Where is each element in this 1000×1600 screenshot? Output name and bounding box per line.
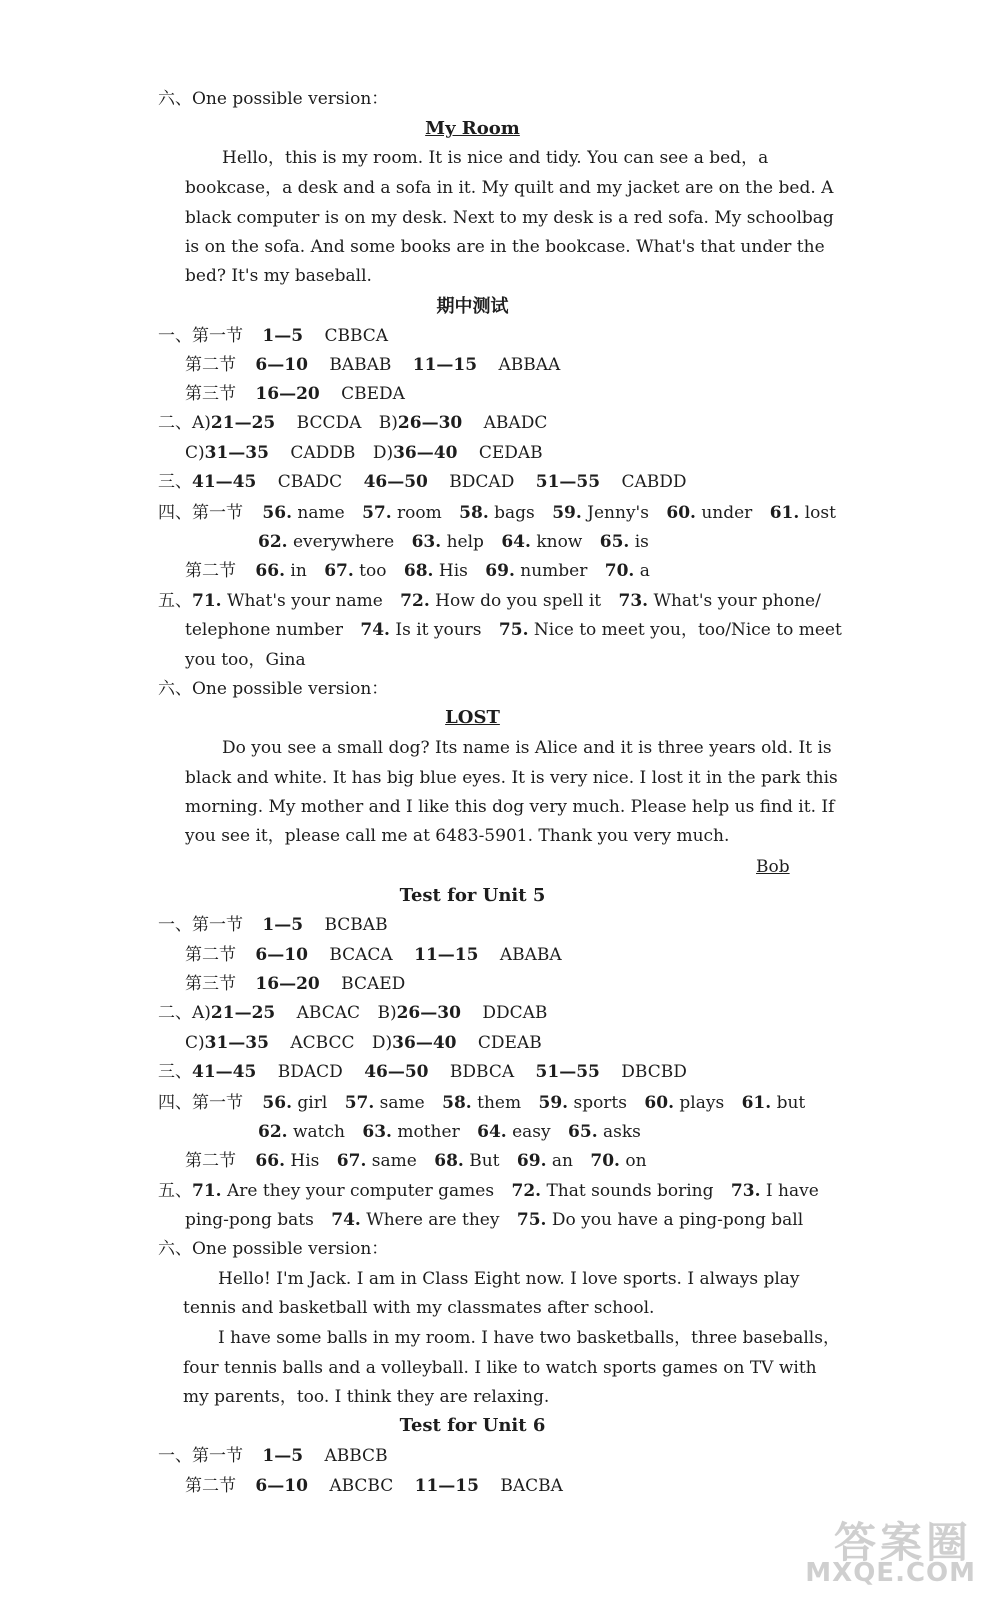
question-range: 46—50 [363,472,428,492]
essay-line: bed? It's my baseball. [185,266,372,286]
row-prefix: 二、A) [158,1003,211,1023]
row-prefix: 四、第一节 [158,1093,243,1113]
essay-line: black computer is on my desk. Next to my desk is a red sofa. My schoolbag [185,208,834,228]
answer-value: ABBCB [324,1446,388,1466]
answer-word: but [776,1093,806,1113]
question-number: 74. [331,1210,361,1230]
answer-sentence: How do you spell it [435,591,602,611]
row-prefix: C) [185,443,205,463]
answer-value: CADDB [290,443,356,463]
essay-line: you see it，please call me at 6483-5901. Thank you very much. [185,826,730,846]
question-range: 36—40 [393,443,458,463]
question-number: 59. [538,1093,569,1113]
essay-line: Hello! I'm Jack. I am in Class Eight now. I love sports. I always play [218,1269,800,1289]
answer-word: plays [679,1093,725,1113]
answer-value: CDEAB [477,1033,542,1053]
question-number: 75. [516,1210,547,1230]
question-range: 6—10 [255,355,308,375]
signature: Bob [756,857,790,877]
row-prefix: 第三节 [185,974,236,994]
question-number: 70. [604,561,635,581]
row-prefix: 三、 [158,1062,192,1082]
row-prefix: 三、 [158,472,192,492]
question-number: 56. [262,503,292,523]
answer-word: His [290,1151,320,1171]
question-number: 63. [362,1122,392,1142]
answer-word: girl [297,1093,328,1113]
row-prefix: 第二节 [185,355,236,375]
answer-word: room [397,503,442,523]
row-prefix: 五、 [158,1181,192,1201]
part-marker: D) [371,1033,393,1053]
essay-title-text: LOST [445,707,500,728]
answer-row [158,324,388,348]
answer-value: BDACD [277,1062,343,1082]
answer-row [158,1001,547,1025]
question-number: 66. [255,561,285,581]
question-number: 60. [666,503,696,523]
question-number: 68. [434,1151,464,1171]
answer-word: lost [804,503,836,523]
answer-sentence: What's your name [226,591,383,611]
question-number: 72. [400,591,430,611]
answer-row [185,618,842,642]
answer-row [158,501,836,525]
answer-sentence: ping-pong bats [185,1210,314,1230]
answer-sentence: Is it yours [395,620,482,640]
answer-value: CEDAB [478,443,543,463]
question-number: 69. [485,561,515,581]
question-number: 63. [411,532,442,552]
question-number: 65. [599,532,630,552]
watermark-logo [782,1510,982,1590]
section-title: Test for Unit 5 [399,885,546,906]
question-number: 72. [511,1181,542,1201]
answer-value: ABADC [483,413,548,433]
row-prefix: C) [185,1033,205,1053]
answer-row [185,1208,803,1232]
answer-word: Jenny's [587,503,649,523]
question-number: 67. [336,1151,367,1171]
answer-word: easy [512,1122,551,1142]
answer-row [158,1444,388,1468]
answer-value: BCCDA [296,413,362,433]
question-number: 71. [192,591,222,611]
question-range: 46—50 [364,1062,429,1082]
answer-word: help [446,532,484,552]
answer-row [185,353,560,377]
question-number: 62. [258,532,288,552]
question-number: 64. [501,532,531,552]
answer-value: ABCAC [296,1003,361,1023]
essay-line: black and white. It has big blue eyes. It is very nice. I lost it in the park this [185,768,838,788]
answer-value: DDCAB [482,1003,548,1023]
answer-value: BDCAD [449,472,515,492]
row-prefix: 第二节 [185,1151,236,1171]
question-number: 57. [362,503,392,523]
essay-title [0,706,945,730]
question-range: 6—10 [255,1476,308,1496]
answer-value: BACBA [500,1476,563,1496]
essay-line: I have some balls in my room. I have two basketballs，three baseballs， [218,1328,840,1348]
section-heading: 六、One possible version： [158,679,389,699]
answer-word: sports [573,1093,627,1113]
row-prefix: 一、第一节 [158,915,243,935]
answer-row [185,1149,647,1173]
question-range: 51—55 [535,1062,600,1082]
row-prefix: 第三节 [185,384,236,404]
question-number: 62. [258,1122,288,1142]
answer-row [185,559,650,583]
answer-sentence: What's your phone/ [653,591,821,611]
question-range: 11—15 [414,945,479,965]
essay-line: is on the sofa. And some books are in the bookcase. What's that under the [185,237,825,257]
answer-row [158,1179,819,1203]
answer-word: under [701,503,753,523]
section-title: 期中测试 [436,296,509,317]
part-marker: B) [377,1003,397,1023]
answer-sentence: Nice to meet you，too/Nice to meet [533,620,842,640]
question-number: 56. [262,1093,292,1113]
question-range: 26—30 [397,413,463,433]
answer-row [185,1474,563,1498]
answer-word: too [359,561,387,581]
answer-sentence: I have [765,1181,819,1201]
part-marker: B) [378,413,398,433]
question-number: 70. [590,1151,620,1171]
question-number: 57. [344,1093,375,1113]
question-range: 11—15 [414,1476,479,1496]
question-number: 74. [360,620,390,640]
answer-row [158,589,821,613]
row-prefix: 四、第一节 [158,503,243,523]
answer-row [158,1060,687,1084]
question-range: 21—25 [210,1003,276,1023]
answer-value: ABABA [499,945,562,965]
question-number: 69. [516,1151,547,1171]
question-number: 58. [459,503,489,523]
section-heading: 六、One possible version： [158,1239,389,1259]
essay-line: bookcase，a desk and a sofa in it. My quilt and my jacket are on the bed. A [185,178,834,198]
row-prefix: 五、 [158,591,192,611]
answer-sentence: Where are they [366,1210,500,1230]
question-number: 61. [769,503,800,523]
answer-word: them [477,1093,522,1113]
answer-word: on [625,1151,647,1171]
essay-line: four tennis balls and a volleyball. I like to watch sports games on TV with [183,1358,817,1378]
answer-word: know [536,532,583,552]
question-number: 60. [644,1093,674,1113]
watermark-en: MXQE.COM [805,1558,976,1588]
answer-value: CBADC [277,472,343,492]
answer-word: same [371,1151,417,1171]
question-number: 73. [730,1181,761,1201]
question-range: 26—30 [396,1003,461,1023]
answer-value: CABDD [621,472,687,492]
answer-sentence: telephone number [185,620,343,640]
essay-line: Hello，this is my room. It is nice and tidy. You can see a bed，a [222,148,769,168]
row-prefix: 一、第一节 [158,326,243,346]
answer-value: ACBCC [290,1033,355,1053]
answer-value: ABCBC [329,1476,394,1496]
answer-row [158,1091,805,1115]
answer-value: BCBAB [324,915,388,935]
row-prefix: 二、A) [158,413,211,433]
section-title: Test for Unit 6 [399,1415,546,1436]
answer-word: His [438,561,468,581]
question-number: 58. [442,1093,472,1113]
question-range: 11—15 [412,355,478,375]
question-number: 75. [498,620,529,640]
essay-line: Do you see a small dog? Its name is Alice and it is three years old. It is [222,738,832,758]
answer-row [185,382,405,406]
row-prefix: 一、第一节 [158,1446,243,1466]
question-number: 71. [192,1181,222,1201]
answer-row [185,441,543,465]
question-number: 67. [324,561,354,581]
answer-value: ABBAA [498,355,561,375]
answer-value: CBBCA [324,326,389,346]
answer-word: But [469,1151,500,1171]
answer-word: a [639,561,650,581]
answer-word: mother [397,1122,460,1142]
question-number: 61. [741,1093,772,1113]
question-range: 51—55 [535,472,601,492]
question-number: 65. [568,1122,598,1142]
essay-line: my parents，too. I think they are relaxing. [183,1387,550,1407]
answer-word: same [379,1093,425,1113]
answer-word: bags [494,503,535,523]
question-number: 73. [618,591,649,611]
answer-sentence: Are they your computer games [226,1181,495,1201]
essay-title-text: My Room [425,118,520,139]
answer-value: DBCBD [621,1062,687,1082]
question-range: 31—35 [204,443,269,463]
answer-word: is [634,532,649,552]
question-range: 21—25 [210,413,276,433]
answer-value: BCAED [341,974,406,994]
question-number: 59. [552,503,582,523]
watermark-cn: 答案圈 [833,1518,972,1567]
question-range: 36—40 [392,1033,457,1053]
question-number: 68. [403,561,434,581]
answer-row [158,470,687,494]
answer-sentence: That sounds boring [546,1181,714,1201]
section-heading: 六、One possible version： [158,89,389,109]
essay-title [0,117,945,141]
answer-row [185,972,405,996]
question-range: 16—20 [255,974,320,994]
answer-row [185,943,562,967]
answer-word: everywhere [292,532,395,552]
question-range: 1—5 [262,915,304,935]
answer-word: watch [292,1122,345,1142]
answer-row [258,530,649,554]
question-range: 41—45 [192,472,257,492]
answer-word: name [297,503,345,523]
answer-word: number [520,561,588,581]
row-prefix: 第二节 [185,561,236,581]
question-range: 6—10 [255,945,308,965]
essay-line: tennis and basketball with my classmates after school. [183,1298,655,1318]
answer-sentence: Do you have a ping-pong ball [551,1210,804,1230]
row-prefix: 第二节 [185,1476,236,1496]
question-range: 16—20 [255,384,320,404]
question-range: 31—35 [204,1033,269,1053]
row-prefix: 第二节 [185,945,236,965]
answer-value: BDBCA [449,1062,515,1082]
answer-word: in [290,561,307,581]
question-number: 64. [477,1122,507,1142]
question-number: 66. [255,1151,285,1171]
answer-word: asks [603,1122,641,1142]
answer-row: you too，Gina [185,650,306,670]
question-range: 1—5 [262,1446,304,1466]
answer-value: CBEDA [341,384,405,404]
answer-row [158,411,547,435]
essay-line: morning. My mother and I like this dog very much. Please help us find it. If [185,797,835,817]
question-range: 1—5 [262,326,304,346]
answer-row [185,1031,542,1055]
answer-row [158,913,388,937]
question-range: 41—45 [192,1062,257,1082]
part-marker: D) [372,443,394,463]
answer-word: an [551,1151,573,1171]
answer-value: BABAB [329,355,392,375]
answer-value: BCACA [329,945,393,965]
answer-row [258,1120,641,1144]
